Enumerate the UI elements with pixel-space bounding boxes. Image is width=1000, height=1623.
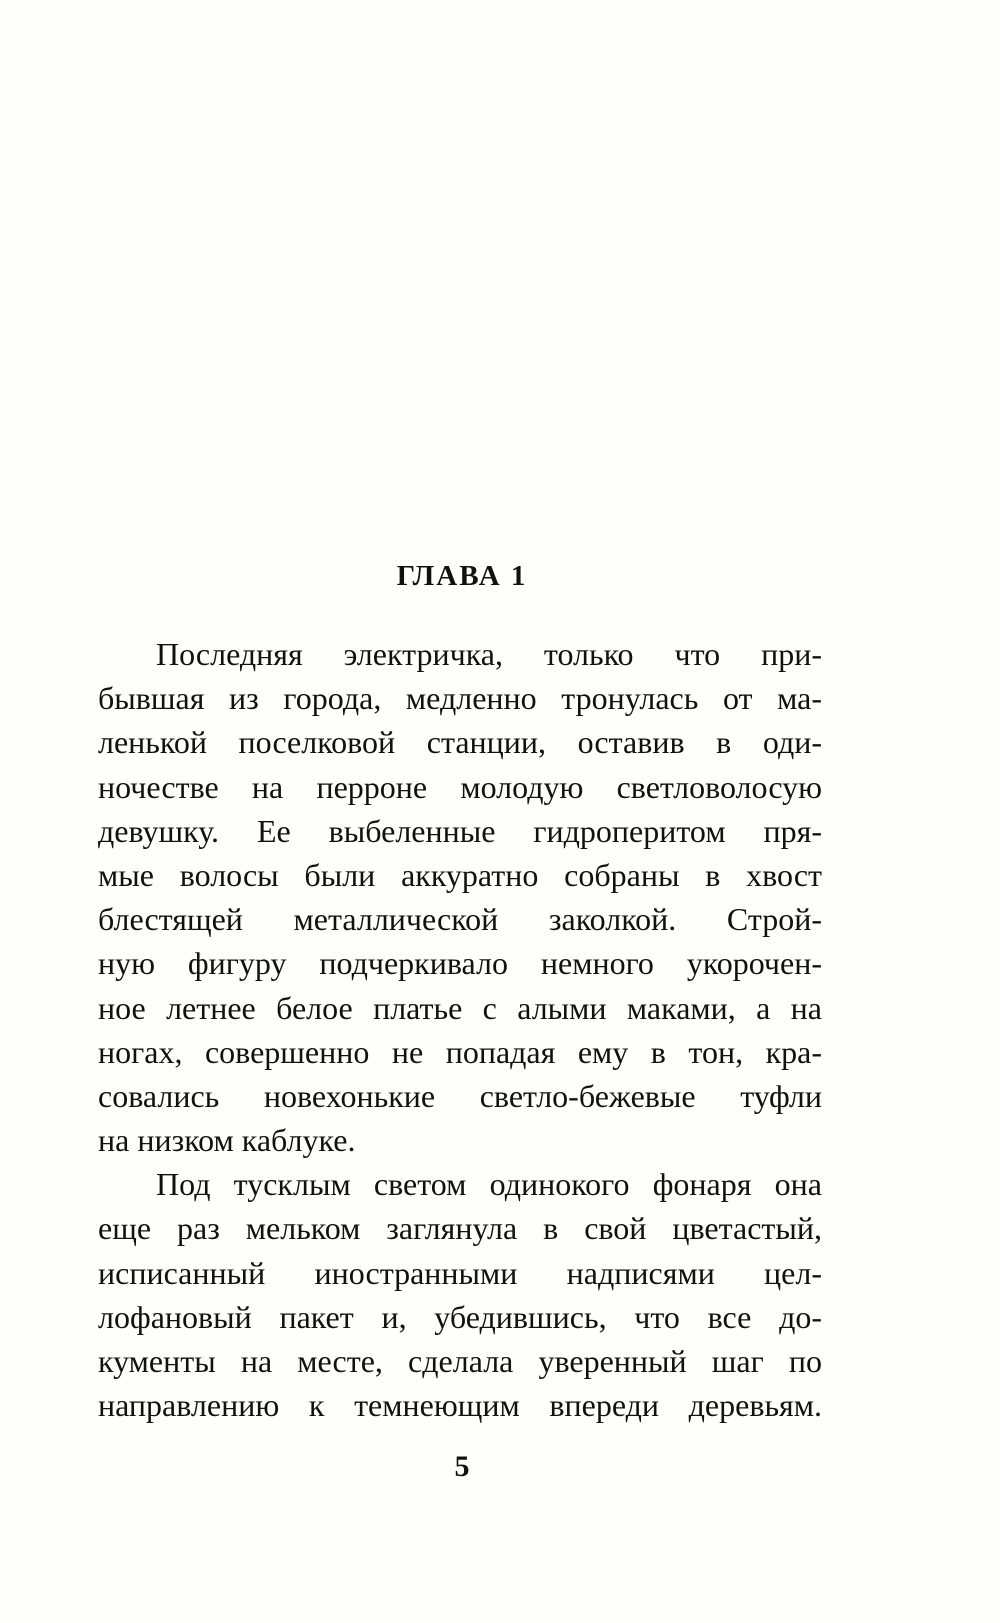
text-line: блестящей металлической заколкой. Строй- xyxy=(98,901,822,938)
text-line: на низком каблуке. xyxy=(98,1122,356,1159)
text-line: совались новехонькие светло-бежевые туфли xyxy=(98,1077,822,1114)
text-line: ленькой поселковой станции, оставив в оди- xyxy=(98,724,822,761)
text-line: направлению к темнеющим впереди деревьям. xyxy=(98,1387,822,1424)
text-line: бывшая из города, медленно тронулась от ма- xyxy=(98,680,822,717)
chapter-title: ГЛАВА 1 xyxy=(396,560,528,592)
text-line: ную фигуру подчеркивало немного укорочен- xyxy=(98,945,822,982)
text-line: девушку. Ее выбеленные гидроперитом пря- xyxy=(98,812,822,849)
text-line: ное летнее белое платье с алыми маками, а на xyxy=(98,989,822,1026)
page-number: 5 xyxy=(454,1450,470,1483)
text-line: Последняя электричка, только что при- xyxy=(156,636,822,672)
text-line: исписанный иностранными надписями цел- xyxy=(98,1254,822,1291)
body-text xyxy=(98,632,822,1427)
text-line: Под тусклым светом одинокого фонаря она xyxy=(156,1166,822,1203)
text-line: ногах, совершенно не попадая ему в тон, кра- xyxy=(98,1033,822,1070)
text-line: кументы на месте, сделала уверенный шаг по xyxy=(98,1343,822,1379)
text-line: лофановый пакет и, убедившись, что все до- xyxy=(98,1298,822,1335)
text-line: мые волосы были аккуратно собраны в хвост xyxy=(98,856,822,893)
text-line: ночестве на перроне молодую светловолосую xyxy=(98,768,822,805)
text-line: еще раз мельком заглянула в свой цветастый, xyxy=(98,1210,822,1247)
